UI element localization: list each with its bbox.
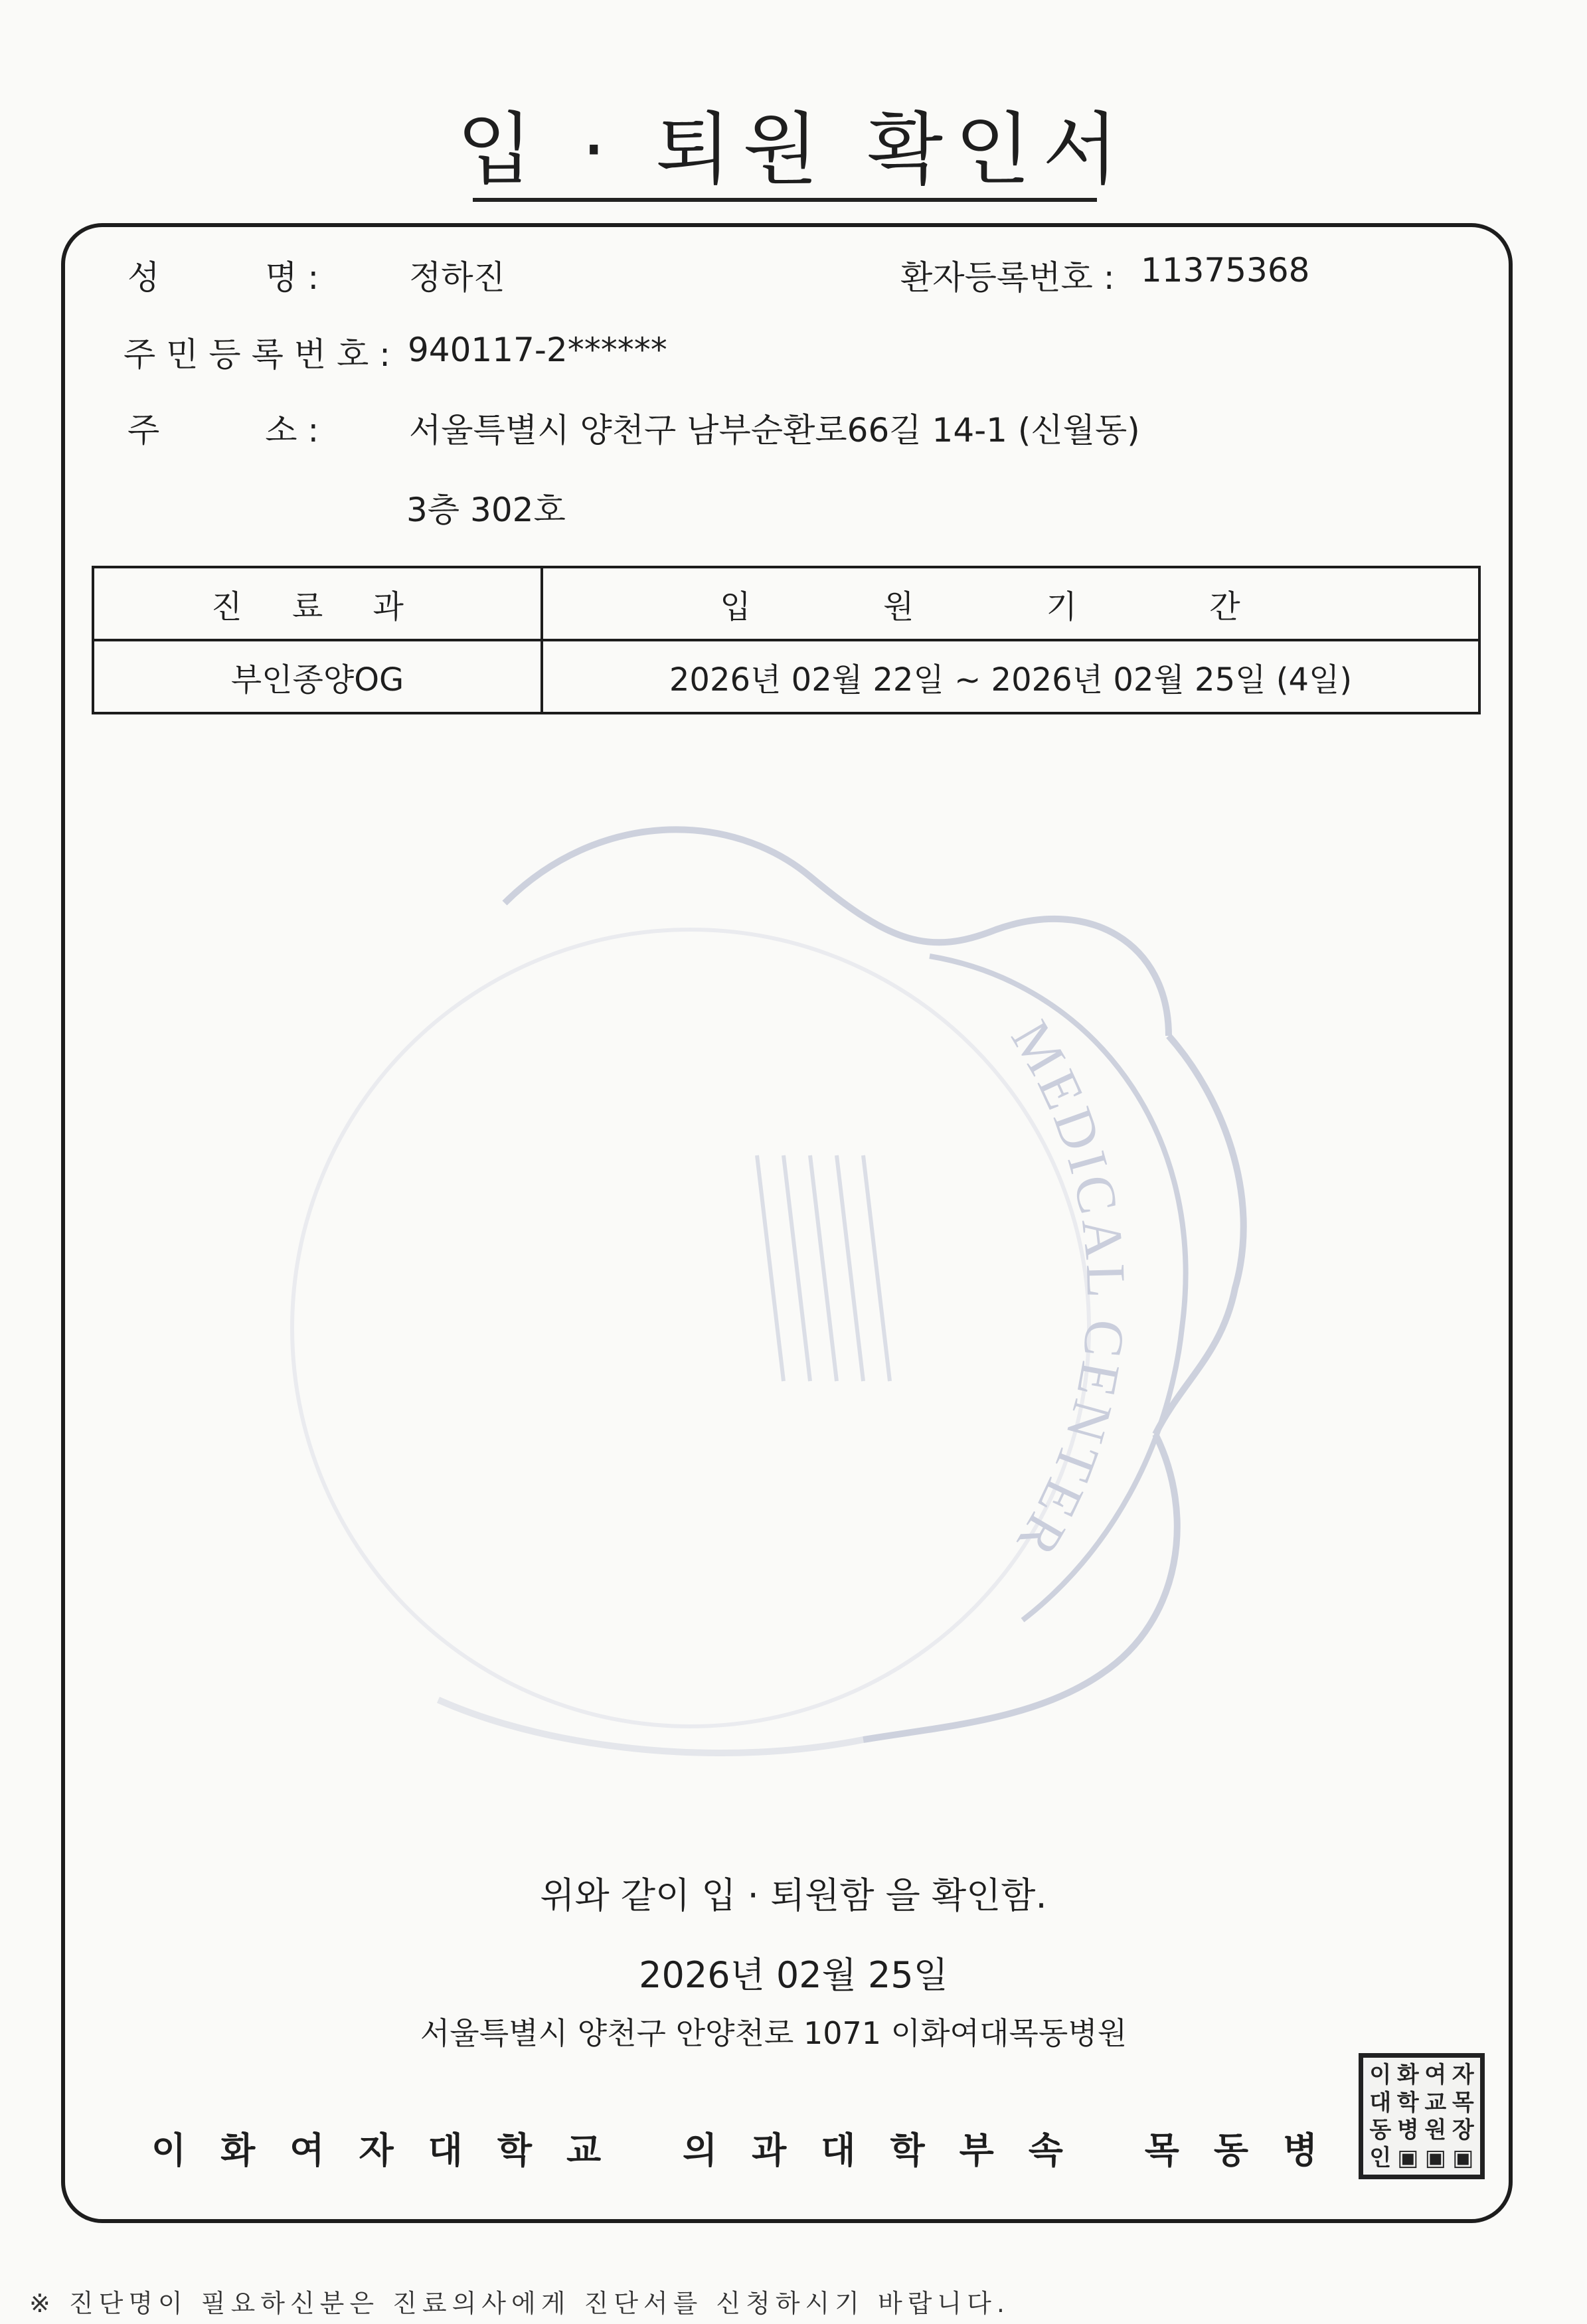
footnote: ※ 진단명이 필요하신분은 진료의사에게 진단서를 신청하시기 바랍니다. xyxy=(29,2289,1010,2318)
patient-name: 정하진 xyxy=(409,258,505,297)
hospital-seal-watermark xyxy=(226,784,1394,1819)
name-label: 성 명 : xyxy=(127,258,319,297)
table-header-row xyxy=(93,567,1479,640)
cell-department: 부인종양OG xyxy=(93,640,542,713)
cell-period: 2026년 02월 22일 ~ 2026년 02월 25일 (4일) xyxy=(542,640,1479,713)
address-label: 주 소 : xyxy=(127,411,319,450)
issuer-name: 이화여자대학교 의과대학부속 목동병 xyxy=(151,2129,1353,2171)
reg-no-label: 환자등록번호 : xyxy=(900,258,1115,297)
patient-reg-no: 11375368 xyxy=(1141,251,1310,290)
resident-no: 940117-2****** xyxy=(408,331,667,369)
header-period: 입 원 기 간 xyxy=(542,567,1479,640)
confirmation-statement: 위와 같이 입 · 퇴원함 을 확인함. xyxy=(540,1874,1047,1916)
svg-text:MEDICAL CENTER xyxy=(999,1011,1137,1570)
address-line2: 3층 302호 xyxy=(406,491,566,529)
official-seal-stamp: 이 화 여 자 대 학 교 목 동 병 원 장 인 ▣ ▣ ▣ xyxy=(1359,2053,1485,2179)
document-title: 입 · 퇴원 확인서 xyxy=(457,104,1130,195)
title-underline xyxy=(473,198,1097,202)
issue-date: 2026년 02월 25일 xyxy=(639,1954,948,1996)
header-department: 진 료 과 xyxy=(93,567,542,640)
resident-no-label: 주 민 등 록 번 호 : xyxy=(124,335,391,374)
table-row xyxy=(93,640,1479,713)
admission-table xyxy=(92,566,1481,714)
watermark-text: MEDICAL CENTER xyxy=(999,1010,1137,1570)
hospital-address: 서울특별시 양천구 안양천로 1071 이화여대목동병원 xyxy=(420,2015,1128,2051)
address-line1: 서울특별시 양천구 남부순환로66길 14-1 (신월동) xyxy=(409,411,1140,450)
